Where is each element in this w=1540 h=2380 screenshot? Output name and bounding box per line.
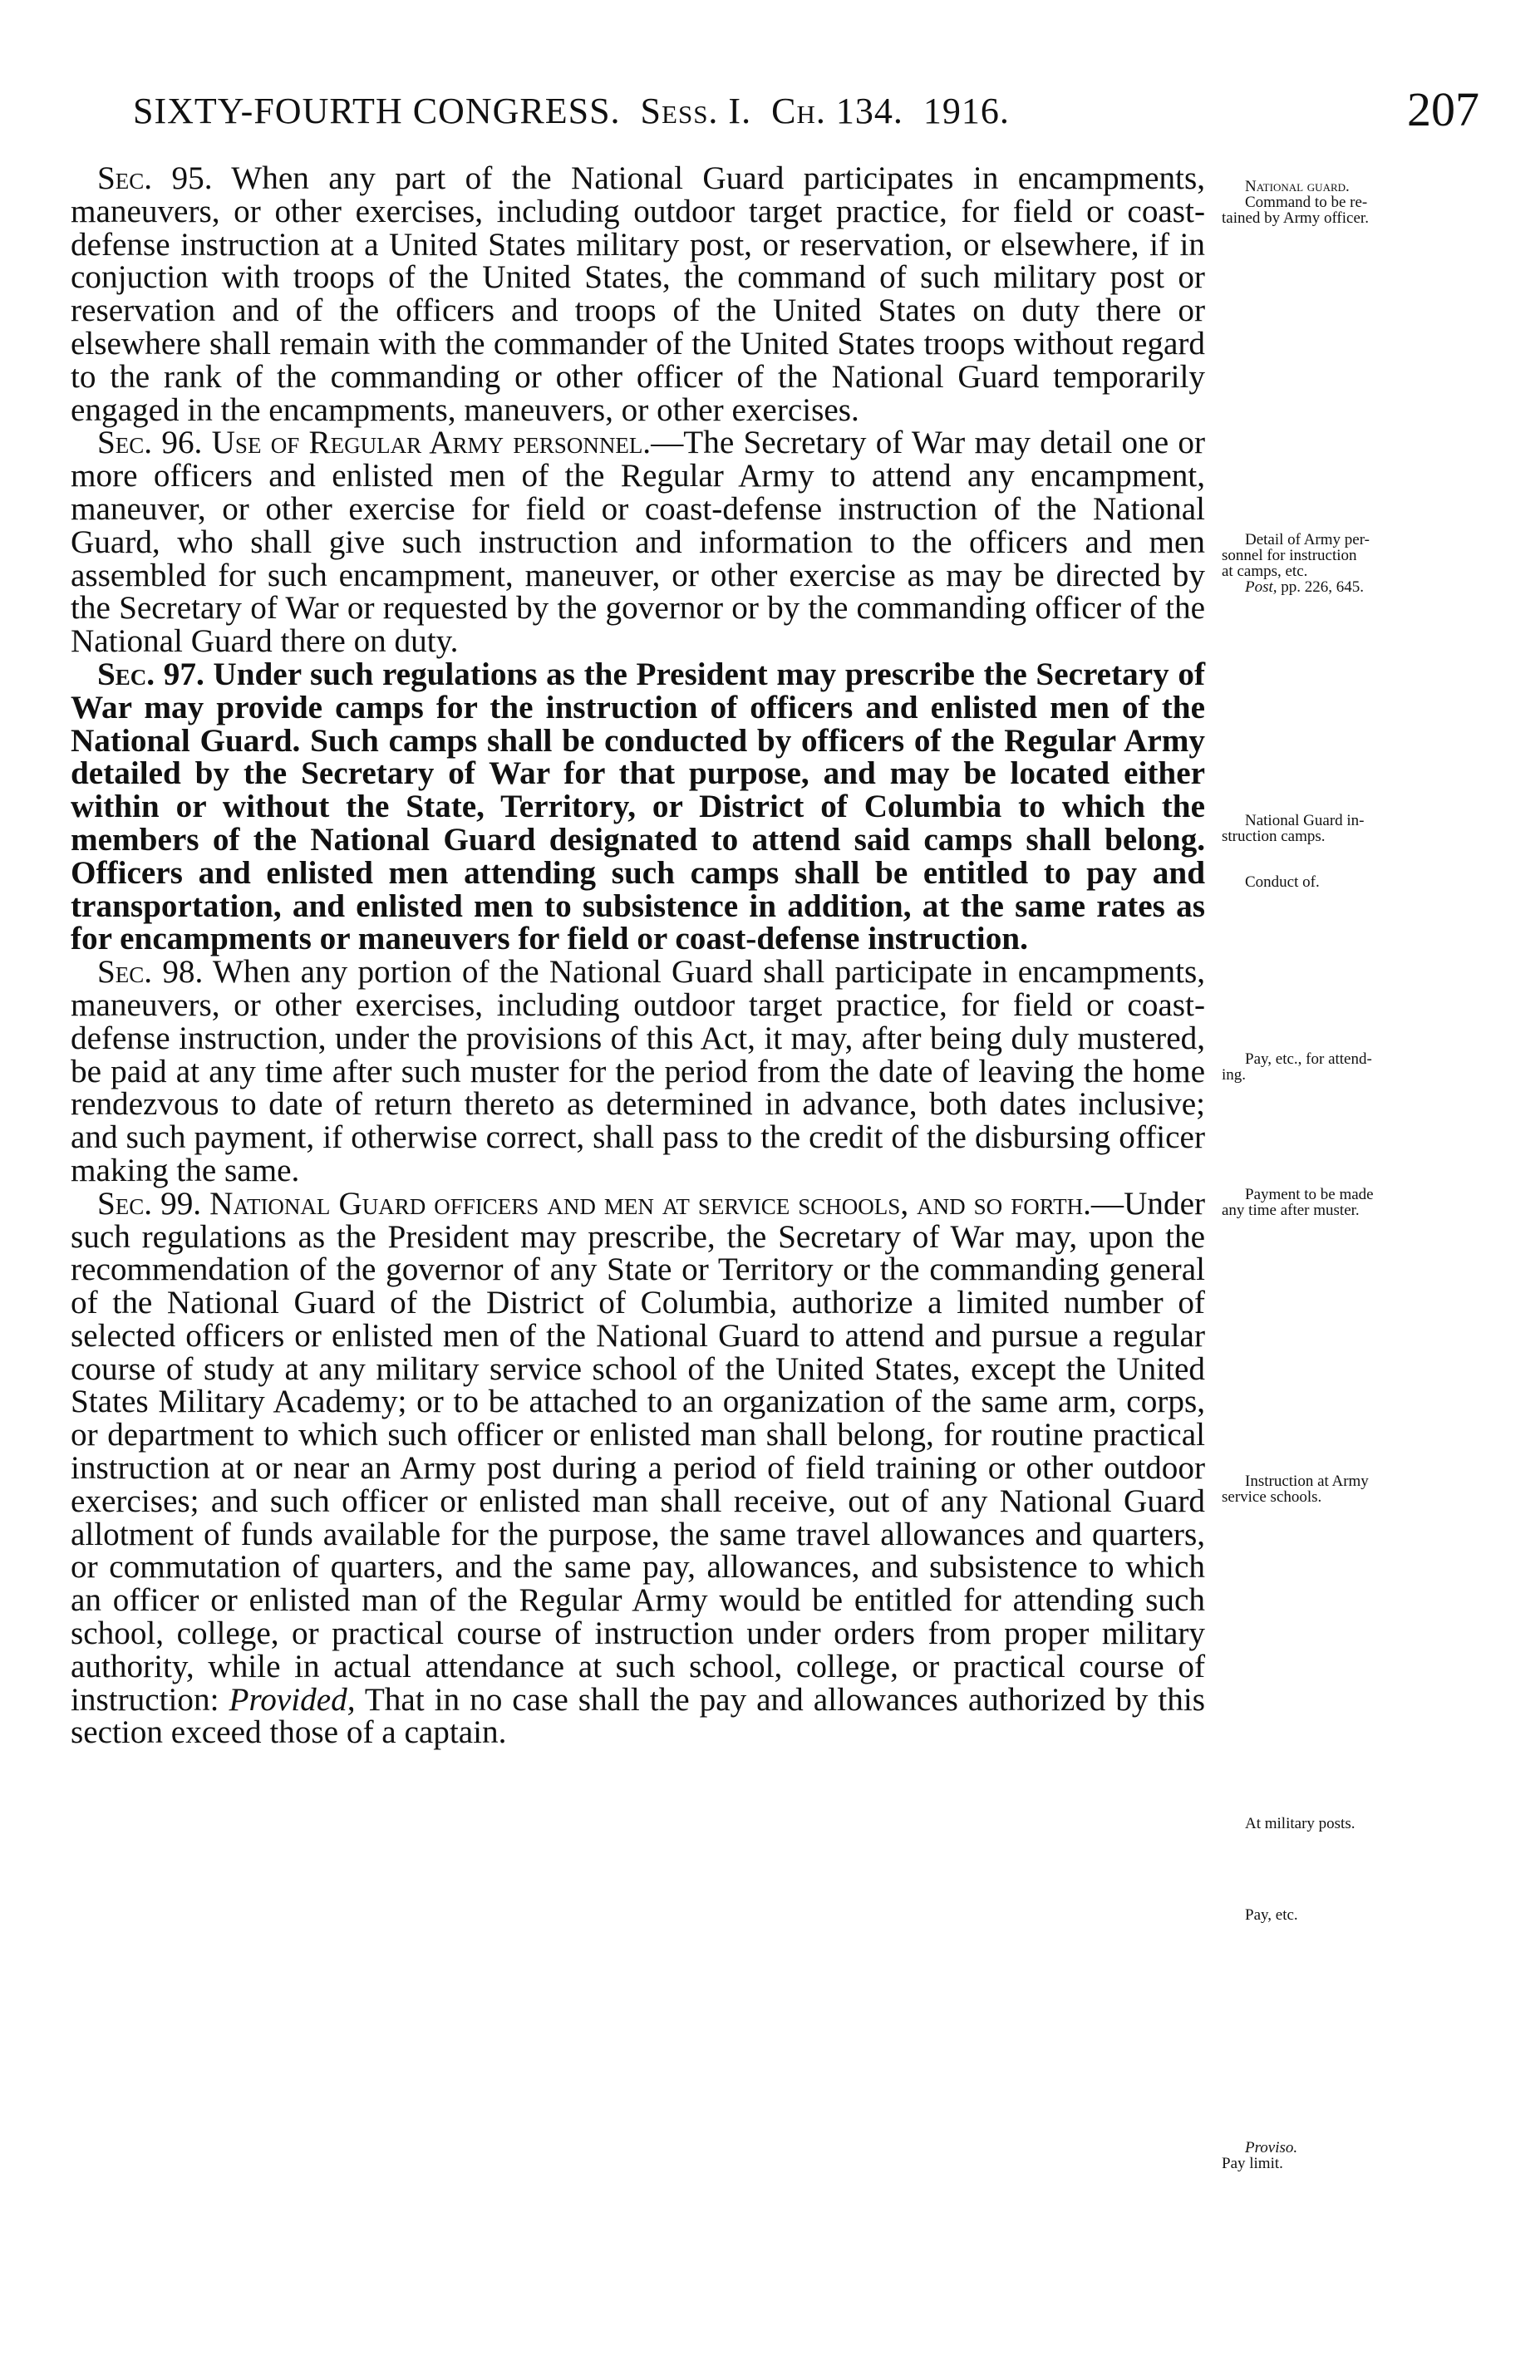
margin-note-line: Pay, etc. xyxy=(1245,1906,1298,1924)
section-96-label: Sec. 96. xyxy=(97,425,203,461)
margin-note-line: any time after muster. xyxy=(1222,1202,1360,1219)
margin-note-line: at camps, etc. xyxy=(1222,563,1308,580)
section-97-text: Under such regulations as the President may prescribe the Secretary of War may provide camps for the instruction of officers and enlisted men of the National Guard. Such camps shall be conducted by officers of the Regular Army detailed by the Secretary of War for that purpose, and may be located either within or without the State, Territory, or District of Columbia to which the members of the National Guard designated to attend said camps shall belong. Officers and enlisted men attending such camps shall be entitled to pay and transportation, and enlisted men to subsistence in addition, at the same rates as for encampments or maneuvers for field or coast-defense instruction. xyxy=(71,656,1205,957)
margin-note-line: service schools. xyxy=(1222,1488,1322,1506)
margin-note-line: tained by Army officer. xyxy=(1222,209,1369,227)
margin-note-line: Detail of Army per- xyxy=(1245,531,1370,548)
margin-note-line: struction camps. xyxy=(1222,828,1326,845)
margin-note-line: Pay limit. xyxy=(1222,2155,1283,2172)
margin-note-line: Conduct of. xyxy=(1245,873,1320,891)
margin-note-national-guard xyxy=(1222,179,1488,226)
section-98 xyxy=(71,956,1205,1188)
margin-note-line: Pay, etc., for attend- xyxy=(1245,1050,1372,1068)
section-98-text: When any portion of the National Guard shall participate in encampments, maneuvers, or other exercises, including outdoor target practice, for field or coast-defense instruction, under the provisions of this Act, it may, after being duly mustered, be paid at any time after such muster for the period from the date of leaving the home rendezvous to date of return thereto as determined in advance, both dates inclusive; and such payment, if otherwise correct, shall pass to the credit of the disbursing officer making the same. xyxy=(71,954,1206,1188)
section-97 xyxy=(71,658,1205,956)
margin-note-line: sonnel for instruction xyxy=(1222,547,1357,564)
margin-note-line: National Guard in- xyxy=(1245,812,1365,829)
section-97-label: Sec. 97. xyxy=(97,656,204,692)
section-99-label: Sec. 99. xyxy=(97,1185,202,1222)
section-95 xyxy=(71,162,1205,426)
margin-note-line: Instruction at Army xyxy=(1245,1473,1369,1490)
section-99-heading: National Guard officers and men at service schools, and so forth. xyxy=(209,1185,1091,1222)
margin-note-line: National guard. xyxy=(1245,178,1350,195)
margin-note-line: Payment to be made xyxy=(1245,1186,1374,1203)
section-96-heading: Use of Regular Army personnel. xyxy=(211,425,652,461)
margin-note-conduct xyxy=(1222,874,1488,890)
running-header xyxy=(133,82,1479,140)
header-chapter: Ch. 134. xyxy=(771,91,903,131)
margin-note-pay-etc xyxy=(1222,1907,1488,1923)
statute-text xyxy=(71,162,1205,1749)
header-year: 1916. xyxy=(923,91,1010,131)
margin-note-service-schools xyxy=(1222,1473,1488,1505)
margin-note-line: ing. xyxy=(1222,1066,1247,1084)
section-96 xyxy=(71,426,1205,658)
margin-note-page-ref: pp. 226, 645. xyxy=(1281,578,1365,596)
header-session: Sess. I. xyxy=(640,91,752,131)
margin-note-payment-after-muster xyxy=(1222,1187,1488,1218)
margin-note-instruction-camps xyxy=(1222,813,1488,844)
section-95-text: When any part of the National Guard participates in encampments, maneuvers, or other exercises, including outdoor target practice, for field or coast-defense instruction at a United States military post, or reservation, or elsewhere, if in conjuction with troops of the United States, the command of such military post or reservation and of the officers and troops of the United States on duty there or elsewhere shall remain with the commander of the United States troops without regard to the rank of the commanding or other officer of the National Guard temporarily engaged in the encampments, maneuvers, or other exercises. xyxy=(71,160,1205,428)
margin-note-post-ref: Post, xyxy=(1245,578,1277,596)
header-congress: SIXTY-FOURTH CONGRESS. xyxy=(133,91,621,131)
section-98-label: Sec. 98. xyxy=(97,954,204,991)
section-99-text: —Under such regulations as the President may prescribe, the Secretary of War may, upon the recommendation of the governor of any State or Territory or the commanding general of the National Guard of the District of Columbia, authorize a limited number of selected officers or enlisted men of the National Guard to attend and pursue a regular course of study at any military service school of the United States, except the United States Military Academy; or to be attached to an organization of the same arm, corps, or department to which such officer or enlisted man shall belong, for routine practical instruction at or near an Army post during a period of field training or other outdoor exercises; and such officer or enlisted man shall receive, out of any National Guard allotment of funds available for the purpose, the same travel allowances and quarters, or commutation of quarters, and the same pay, allowances, and subsistence to which an officer or enlisted man of the Regular Army would be entitled for attending such school, college, or practical course of instruction under orders from proper military authority, while in actual attendance at such school, college, or practical course of instruction: xyxy=(71,1185,1206,1718)
margin-note-line xyxy=(1222,579,1488,595)
margin-note-proviso xyxy=(1222,2140,1488,2171)
section-99 xyxy=(71,1185,1206,1751)
margin-note-pay-attending xyxy=(1222,1051,1488,1083)
header-title xyxy=(133,90,1010,132)
section-96-text: —The Secretary of War may detail one or more officers and enlisted men of the Regular Army to attend any encampment, maneuver, or other exercise for field or coast-defense instruction of the National Guard, who shall give such instruction and information to the officers and men assembled for such encampment, maneuver, or other exercise as may be directed by the Secretary of War or requested by the governor or by the commanding officer of the National Guard there on duty. xyxy=(71,425,1205,660)
margin-note-detail-personnel xyxy=(1222,532,1488,595)
page-number: 207 xyxy=(1407,82,1479,136)
section-99-proviso-word: Provided, xyxy=(229,1681,356,1718)
section-95-label: Sec. 95. xyxy=(97,160,213,196)
margin-note-line: At military posts. xyxy=(1245,1815,1355,1832)
margin-note-line: Command to be re- xyxy=(1245,194,1368,211)
margin-note-military-posts xyxy=(1222,1816,1488,1832)
section-99-proviso-text: That in no case shall the pay and allowances authorized by this section exceed those of a captain. xyxy=(71,1681,1206,1751)
margin-note-line: Proviso. xyxy=(1245,2139,1298,2156)
